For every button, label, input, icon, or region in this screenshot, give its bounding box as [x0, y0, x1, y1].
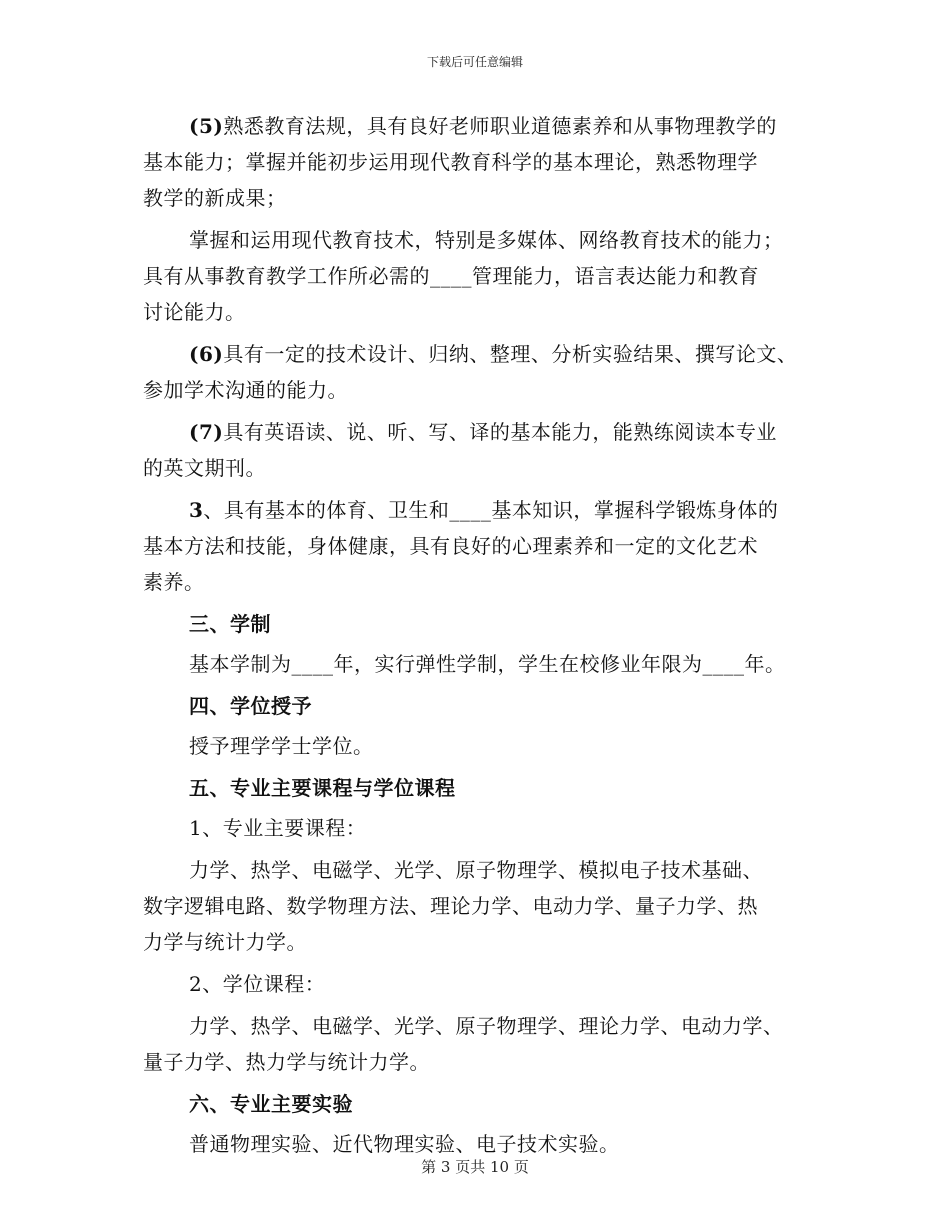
subheading-main-courses — [143, 810, 823, 846]
item-number: (5) — [189, 114, 224, 138]
text-line: 掌握和运用现代教育技术，特别是多媒体、网络教育技术的能力； — [189, 228, 784, 252]
page-footer: 第 3 页共 10 页 — [421, 1158, 529, 1176]
text-line: 素养。 — [143, 570, 205, 594]
paragraph-degree-courses — [143, 1008, 823, 1080]
paragraph-item-3 — [143, 492, 823, 600]
text-line: 基本方法和技能，身体健康，具有良好的心理素养和一定的文化艺术 — [143, 534, 758, 558]
text-line: 基本能力；掌握并能初步运用现代教育科学的基本理论，熟悉物理学 — [143, 150, 758, 174]
text-line: 力学、热学、电磁学、光学、原子物理学、理论力学、电动力学、 — [189, 1014, 784, 1038]
text-line: 的英文期刊。 — [143, 456, 266, 480]
item-number: 3 — [189, 498, 204, 522]
text-line: 教学的新成果； — [143, 186, 287, 210]
item-number: (6) — [189, 342, 224, 366]
text-line: 参加学术沟通的能力。 — [143, 378, 348, 402]
text-line: 熟悉教育法规，具有良好老师职业道德素养和从事物理教学的 — [223, 114, 777, 138]
text-line: 具有一定的技术设计、归纳、整理、分析实验结果、撰写论文、 — [223, 342, 798, 366]
text-line: 数字逻辑电路、数学物理方法、理论力学、电动力学、量子力学、热 — [143, 894, 758, 918]
subheading-degree-courses — [143, 966, 823, 1002]
paragraph-item-6 — [143, 336, 823, 408]
text-line: 、具有基本的体育、卫生和____基本知识，掌握科学锻炼身体的 — [203, 498, 779, 522]
paragraph-item-7 — [143, 414, 823, 486]
section-heading-xuewei: 四、学位授予 — [189, 694, 312, 718]
item-number: (7) — [189, 420, 224, 444]
text-line: 具有从事教育教学工作所必需的____管理能力，语言表达能力和教育 — [143, 264, 759, 288]
text-line: 基本学制为____年，实行弹性学制，学生在校修业年限为____年。 — [189, 652, 786, 676]
text-line: 普通物理实验、近代物理实验、电子技术实验。 — [189, 1132, 620, 1156]
page-header: 下载后可任意编辑 — [426, 55, 523, 69]
paragraph-main-courses — [143, 852, 823, 960]
document-body — [143, 108, 823, 1168]
paragraph-xuezhi — [143, 646, 823, 682]
section-heading-courses: 五、专业主要课程与学位课程 — [189, 776, 456, 800]
section-heading-xuezhi: 三、学制 — [189, 612, 271, 636]
paragraph-item-5-continued — [143, 222, 823, 330]
text-line: 1、专业主要课程： — [189, 816, 367, 840]
text-line: 力学、热学、电磁学、光学、原子物理学、模拟电子技术基础、 — [189, 858, 763, 882]
paragraph-xuewei — [143, 728, 823, 764]
section-heading-experiments: 六、专业主要实验 — [189, 1092, 353, 1116]
text-line: 授予理学学士学位。 — [189, 734, 374, 758]
paragraph-item-5 — [143, 108, 823, 216]
text-line: 2、学位课程： — [189, 972, 326, 996]
text-line: 讨论能力。 — [143, 300, 246, 324]
text-line: 具有英语读、说、听、写、译的基本能力，能熟练阅读本专业 — [223, 420, 777, 444]
text-line: 量子力学、热力学与统计力学。 — [143, 1050, 430, 1074]
text-line: 力学与统计力学。 — [143, 930, 307, 954]
